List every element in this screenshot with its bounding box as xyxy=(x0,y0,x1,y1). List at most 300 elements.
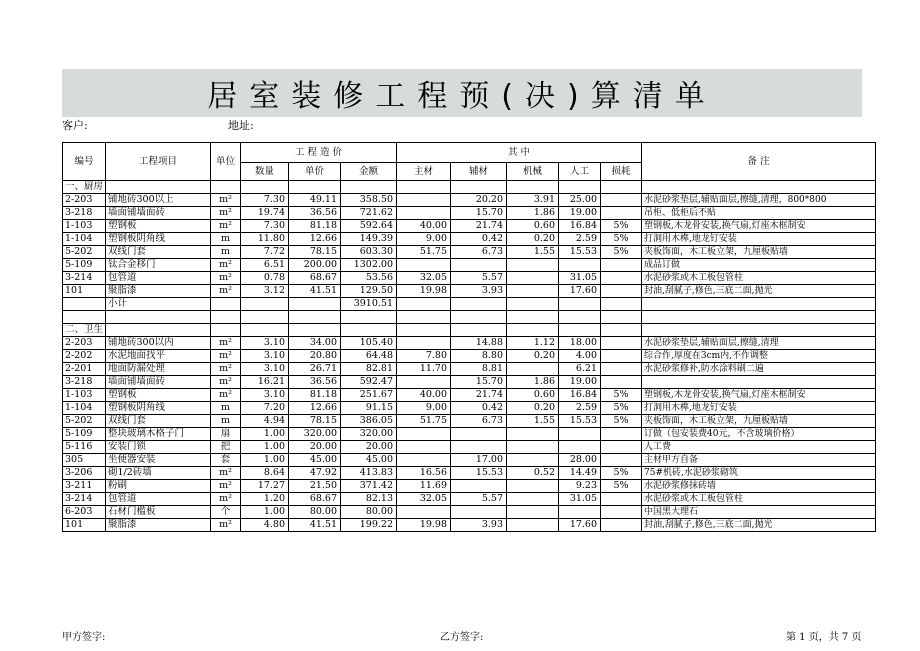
cell-labor: 2.59 xyxy=(559,402,601,415)
cell-code: 3-211 xyxy=(63,480,106,493)
cell-aux: 21.74 xyxy=(451,220,507,233)
cell-item: 聚脂漆 xyxy=(106,285,211,298)
cell-code: 2-203 xyxy=(63,337,106,350)
cell-material: 11.69 xyxy=(397,480,451,493)
table-row xyxy=(63,506,876,519)
cell-price: 78.15 xyxy=(289,415,341,428)
cell-unit: 把 xyxy=(211,441,241,454)
cell-loss xyxy=(601,493,642,506)
cell-amount: 320.00 xyxy=(341,428,397,441)
cell-note: 封油,刮腻子,修色,三底二面,抛光 xyxy=(642,285,876,298)
cell-item: 墙面铺墙面砖 xyxy=(106,376,211,389)
cell-unit xyxy=(211,298,241,311)
cell-qty: 1.20 xyxy=(241,493,289,506)
cell-qty: 1.00 xyxy=(241,441,289,454)
cell-unit xyxy=(211,311,241,324)
cell-note: 75#机砖,水泥砂浆砌筑 xyxy=(642,467,876,480)
cell-machine: 1.12 xyxy=(507,337,559,350)
cell-price: 34.00 xyxy=(289,337,341,350)
cell-aux xyxy=(451,181,507,194)
col-code: 编号 xyxy=(63,143,106,181)
cell-unit: m² xyxy=(211,350,241,363)
cell-note: 水泥砂浆或木工板包管柱 xyxy=(642,493,876,506)
cell-aux: 3.93 xyxy=(451,519,507,532)
cell-loss: 5% xyxy=(601,402,642,415)
cell-code: 二、卫生 xyxy=(63,324,106,337)
cell-note xyxy=(642,376,876,389)
cell-price: 12.66 xyxy=(289,402,341,415)
table-row xyxy=(63,194,876,207)
cell-machine xyxy=(507,441,559,454)
cell-qty: 3.10 xyxy=(241,389,289,402)
cell-qty: 3.10 xyxy=(241,350,289,363)
cell-qty: 4.94 xyxy=(241,415,289,428)
cell-labor: 15.53 xyxy=(559,415,601,428)
cell-code: 5-109 xyxy=(63,259,106,272)
cell-amount: 592.47 xyxy=(341,376,397,389)
cell-material xyxy=(397,506,451,519)
cell-aux xyxy=(451,324,507,337)
table-row xyxy=(63,272,876,285)
cell-price: 47.92 xyxy=(289,467,341,480)
cell-qty: 8.64 xyxy=(241,467,289,480)
cell-code: 2-202 xyxy=(63,350,106,363)
cell-amount: 386.05 xyxy=(341,415,397,428)
cell-material: 19.98 xyxy=(397,285,451,298)
cell-material xyxy=(397,207,451,220)
cell-material xyxy=(397,298,451,311)
cell-note xyxy=(642,298,876,311)
cell-item: 粉刷 xyxy=(106,480,211,493)
col-item: 工程项目 xyxy=(106,143,211,181)
cell-qty: 19.74 xyxy=(241,207,289,220)
cell-loss xyxy=(601,259,642,272)
cell-loss: 5% xyxy=(601,233,642,246)
cell-code: 3-206 xyxy=(63,467,106,480)
cell-labor: 9.23 xyxy=(559,480,601,493)
cell-labor: 6.21 xyxy=(559,363,601,376)
cell-unit: m² xyxy=(211,467,241,480)
cell-labor xyxy=(559,311,601,324)
table-row xyxy=(63,285,876,298)
cell-item xyxy=(106,181,211,194)
title-banner xyxy=(62,69,862,117)
cell-code: 2-203 xyxy=(63,194,106,207)
cell-price xyxy=(289,181,341,194)
cell-amount: 64.48 xyxy=(341,350,397,363)
cell-labor: 19.00 xyxy=(559,376,601,389)
cell-price: 20.00 xyxy=(289,441,341,454)
cell-note: 夹板饰面，木工板立架，九厘板贴墙 xyxy=(642,246,876,259)
cell-loss xyxy=(601,207,642,220)
cell-unit: m² xyxy=(211,480,241,493)
cell-material xyxy=(397,428,451,441)
cell-note: 主材甲方自备 xyxy=(642,454,876,467)
cell-labor: 31.05 xyxy=(559,493,601,506)
cell-labor: 15.53 xyxy=(559,246,601,259)
cell-loss: 5% xyxy=(601,480,642,493)
cell-code: 5-116 xyxy=(63,441,106,454)
cell-labor: 18.00 xyxy=(559,337,601,350)
cell-loss: 5% xyxy=(601,467,642,480)
cell-unit: m² xyxy=(211,220,241,233)
cell-material: 9.00 xyxy=(397,233,451,246)
cell-machine xyxy=(507,493,559,506)
cell-item: 整块玻璃木格子门 xyxy=(106,428,211,441)
cell-labor: 14.49 xyxy=(559,467,601,480)
cell-note: 打洞用木榫,地龙钉安装 xyxy=(642,233,876,246)
cell-qty: 1.00 xyxy=(241,506,289,519)
cell-unit xyxy=(211,324,241,337)
cell-code: 3-214 xyxy=(63,493,106,506)
cell-note: 水泥砂浆修补,防水涂料刷二遍 xyxy=(642,363,876,376)
table-row xyxy=(63,337,876,350)
cell-unit: m² xyxy=(211,376,241,389)
cell-loss xyxy=(601,272,642,285)
cell-qty: 3.12 xyxy=(241,285,289,298)
cell-code: 3-214 xyxy=(63,272,106,285)
cell-material xyxy=(397,181,451,194)
cell-machine xyxy=(507,272,559,285)
col-among-group: 其 中 xyxy=(397,143,642,163)
cell-material xyxy=(397,376,451,389)
cell-note: 中国黑大理石 xyxy=(642,506,876,519)
cell-code: 305 xyxy=(63,454,106,467)
cell-amount xyxy=(341,181,397,194)
cell-item: 包管道 xyxy=(106,493,211,506)
cell-qty: 1.00 xyxy=(241,454,289,467)
cell-price: 80.00 xyxy=(289,506,341,519)
table-row xyxy=(63,402,876,415)
table-row xyxy=(63,350,876,363)
cell-qty: 0.78 xyxy=(241,272,289,285)
table-row xyxy=(63,467,876,480)
cell-price xyxy=(289,311,341,324)
cell-code xyxy=(63,311,106,324)
cell-amount: 358.50 xyxy=(341,194,397,207)
table-row xyxy=(63,415,876,428)
cell-note: 水泥砂浆垫层,辅贴面层,擦缝,清理 xyxy=(642,337,876,350)
cell-material: 40.00 xyxy=(397,220,451,233)
cell-code xyxy=(63,298,106,311)
cell-material xyxy=(397,441,451,454)
cell-price: 12.66 xyxy=(289,233,341,246)
cell-material xyxy=(397,337,451,350)
cell-unit: m² xyxy=(211,207,241,220)
cell-aux: 15.70 xyxy=(451,207,507,220)
cell-price: 36.56 xyxy=(289,376,341,389)
cell-loss xyxy=(601,519,642,532)
cell-unit: m² xyxy=(211,337,241,350)
col-unit: 单位 xyxy=(211,143,241,181)
cell-machine: 1.86 xyxy=(507,376,559,389)
cell-item: 坐便器安装 xyxy=(106,454,211,467)
cell-item: 墙面铺墙面砖 xyxy=(106,207,211,220)
cell-item: 双线门套 xyxy=(106,246,211,259)
cell-price: 26.71 xyxy=(289,363,341,376)
cell-loss xyxy=(601,181,642,194)
table-row xyxy=(63,428,876,441)
cell-amount: 3910.51 xyxy=(341,298,397,311)
cell-machine: 1.86 xyxy=(507,207,559,220)
cell-aux: 14.88 xyxy=(451,337,507,350)
cell-price: 68.67 xyxy=(289,272,341,285)
table-row xyxy=(63,233,876,246)
cell-material: 7.80 xyxy=(397,350,451,363)
cell-labor xyxy=(559,181,601,194)
cell-price xyxy=(289,324,341,337)
table-row xyxy=(63,519,876,532)
cell-aux: 20.20 xyxy=(451,194,507,207)
cell-machine xyxy=(507,324,559,337)
cell-machine xyxy=(507,519,559,532)
cell-note: 塑钢板,木龙骨安装,换气扇,灯座木框制安 xyxy=(642,389,876,402)
table-row xyxy=(63,389,876,402)
cell-qty xyxy=(241,181,289,194)
cell-price: 49.11 xyxy=(289,194,341,207)
cell-note xyxy=(642,181,876,194)
cell-price: 20.80 xyxy=(289,350,341,363)
cell-item: 钛合金移门 xyxy=(106,259,211,272)
cell-qty xyxy=(241,311,289,324)
cell-loss xyxy=(601,441,642,454)
col-aux: 辅材 xyxy=(451,163,507,181)
cell-price: 320.00 xyxy=(289,428,341,441)
customer-label: 客户: xyxy=(62,119,88,132)
col-qty: 数量 xyxy=(241,163,289,181)
cell-code: 6-203 xyxy=(63,506,106,519)
cell-machine xyxy=(507,480,559,493)
cell-item: 塑钢板阴角线 xyxy=(106,402,211,415)
cell-price: 68.67 xyxy=(289,493,341,506)
cell-machine xyxy=(507,363,559,376)
cell-amount: 251.67 xyxy=(341,389,397,402)
cell-material xyxy=(397,311,451,324)
cell-labor: 31.05 xyxy=(559,272,601,285)
cell-amount: 371.42 xyxy=(341,480,397,493)
cell-material xyxy=(397,259,451,272)
cell-price: 81.18 xyxy=(289,220,341,233)
cell-item: 双线门套 xyxy=(106,415,211,428)
table-row xyxy=(63,493,876,506)
cell-price: 36.56 xyxy=(289,207,341,220)
cell-labor: 16.84 xyxy=(559,220,601,233)
cell-note xyxy=(642,311,876,324)
cell-aux xyxy=(451,506,507,519)
cell-aux xyxy=(451,428,507,441)
cell-note: 综合作,厚度在3cm内,不作调整 xyxy=(642,350,876,363)
cell-qty: 4.80 xyxy=(241,519,289,532)
cell-amount xyxy=(341,324,397,337)
cell-price: 81.18 xyxy=(289,389,341,402)
cell-material: 16.56 xyxy=(397,467,451,480)
cell-aux: 5.57 xyxy=(451,272,507,285)
cell-material: 32.05 xyxy=(397,493,451,506)
table-row xyxy=(63,220,876,233)
cell-item: 石材门槛板 xyxy=(106,506,211,519)
table-row xyxy=(63,454,876,467)
cell-amount: 53.56 xyxy=(341,272,397,285)
cell-machine: 0.20 xyxy=(507,350,559,363)
table-row xyxy=(63,324,876,337)
cell-qty: 7.30 xyxy=(241,194,289,207)
cell-item: 塑钢板 xyxy=(106,389,211,402)
cell-price: 45.00 xyxy=(289,454,341,467)
cell-code: 1-103 xyxy=(63,389,106,402)
cell-item: 水泥地面找平 xyxy=(106,350,211,363)
cell-unit: m² xyxy=(211,363,241,376)
cell-code: 2-201 xyxy=(63,363,106,376)
cell-labor xyxy=(559,428,601,441)
cell-code: 5-202 xyxy=(63,246,106,259)
cell-note: 吊柜、低柜后不贴 xyxy=(642,207,876,220)
cell-aux: 17.00 xyxy=(451,454,507,467)
cell-material xyxy=(397,454,451,467)
cell-loss: 5% xyxy=(601,415,642,428)
cell-qty: 11.80 xyxy=(241,233,289,246)
cell-labor: 25.00 xyxy=(559,194,601,207)
cell-loss xyxy=(601,324,642,337)
cell-code: 1-104 xyxy=(63,233,106,246)
cell-unit: 扇 xyxy=(211,428,241,441)
cell-item: 铺地砖300以内 xyxy=(106,337,211,350)
cell-machine xyxy=(507,454,559,467)
cell-loss xyxy=(601,311,642,324)
cell-amount: 20.00 xyxy=(341,441,397,454)
cell-loss xyxy=(601,285,642,298)
cell-amount: 592.64 xyxy=(341,220,397,233)
cell-loss xyxy=(601,506,642,519)
cell-loss xyxy=(601,428,642,441)
cell-machine xyxy=(507,298,559,311)
cell-unit: m² xyxy=(211,272,241,285)
party-b-signature: 乙方签字: xyxy=(440,632,484,643)
cell-qty: 16.21 xyxy=(241,376,289,389)
cell-loss: 5% xyxy=(601,389,642,402)
cell-item: 铺地砖300以上 xyxy=(106,194,211,207)
cell-material: 9.00 xyxy=(397,402,451,415)
cell-qty: 6.51 xyxy=(241,259,289,272)
cell-note: 封油,刮腻子,修色,三底二面,抛光 xyxy=(642,519,876,532)
cell-qty: 3.10 xyxy=(241,337,289,350)
cell-qty xyxy=(241,324,289,337)
page-indicator: 第 1 页，共 7 页 xyxy=(786,632,862,643)
cell-unit: m² xyxy=(211,285,241,298)
table-row xyxy=(63,480,876,493)
cell-code: 1-104 xyxy=(63,402,106,415)
cell-machine: 0.20 xyxy=(507,233,559,246)
col-amount: 金额 xyxy=(341,163,397,181)
cell-amount: 91.15 xyxy=(341,402,397,415)
cell-loss xyxy=(601,194,642,207)
cell-material xyxy=(397,194,451,207)
cell-unit: m xyxy=(211,415,241,428)
cell-aux: 15.53 xyxy=(451,467,507,480)
cell-labor: 16.84 xyxy=(559,389,601,402)
col-note: 备 注 xyxy=(642,143,876,181)
cell-aux xyxy=(451,311,507,324)
cell-machine xyxy=(507,259,559,272)
cell-qty: 7.20 xyxy=(241,402,289,415)
cell-qty xyxy=(241,298,289,311)
cell-amount: 1302.00 xyxy=(341,259,397,272)
cell-machine: 0.60 xyxy=(507,220,559,233)
cell-unit: 个 xyxy=(211,506,241,519)
cell-price xyxy=(289,298,341,311)
cell-amount: 129.50 xyxy=(341,285,397,298)
cell-unit: m² xyxy=(211,194,241,207)
cell-amount: 413.83 xyxy=(341,467,397,480)
cell-note: 人工费 xyxy=(642,441,876,454)
cell-unit xyxy=(211,181,241,194)
cell-item: 包管道 xyxy=(106,272,211,285)
cell-amount: 199.22 xyxy=(341,519,397,532)
cell-aux: 5.57 xyxy=(451,493,507,506)
cell-price: 21.50 xyxy=(289,480,341,493)
cell-note xyxy=(642,324,876,337)
cell-note: 水泥砂浆垫层,辅贴面层,擦缝,清理，800*800 xyxy=(642,194,876,207)
cell-loss xyxy=(601,454,642,467)
cell-aux xyxy=(451,298,507,311)
cell-loss xyxy=(601,350,642,363)
cell-unit: m² xyxy=(211,519,241,532)
cell-unit: m² xyxy=(211,493,241,506)
cell-item: 地面防漏处理 xyxy=(106,363,211,376)
col-machine: 机械 xyxy=(507,163,559,181)
cell-code: 101 xyxy=(63,519,106,532)
cell-material: 11.70 xyxy=(397,363,451,376)
cell-machine: 0.20 xyxy=(507,402,559,415)
table-row xyxy=(63,181,876,194)
cell-loss xyxy=(601,298,642,311)
cell-item xyxy=(106,324,211,337)
cell-code: 101 xyxy=(63,285,106,298)
cell-material: 51.75 xyxy=(397,415,451,428)
cell-aux: 8.81 xyxy=(451,363,507,376)
cell-labor xyxy=(559,298,601,311)
cell-item: 砌1/2砖墙 xyxy=(106,467,211,480)
cell-qty: 7.30 xyxy=(241,220,289,233)
cell-amount: 80.00 xyxy=(341,506,397,519)
col-cost-group: 工 程 造 价 xyxy=(241,143,397,163)
table-row xyxy=(63,207,876,220)
cell-loss xyxy=(601,363,642,376)
cell-note: 订做（包安装费40元，不含玻璃价格） xyxy=(642,428,876,441)
cell-machine xyxy=(507,311,559,324)
cell-machine: 1.55 xyxy=(507,415,559,428)
cell-machine xyxy=(507,428,559,441)
cell-qty: 7.72 xyxy=(241,246,289,259)
cell-amount: 603.30 xyxy=(341,246,397,259)
cell-aux: 3.93 xyxy=(451,285,507,298)
cell-labor xyxy=(559,506,601,519)
cell-loss xyxy=(601,337,642,350)
cell-code: 一、厨房 xyxy=(63,181,106,194)
cell-loss: 5% xyxy=(601,220,642,233)
cell-code: 5-202 xyxy=(63,415,106,428)
cell-price: 41.51 xyxy=(289,285,341,298)
cell-machine: 0.60 xyxy=(507,389,559,402)
cell-code: 3-218 xyxy=(63,376,106,389)
cell-aux xyxy=(451,480,507,493)
cell-item: 小计 xyxy=(106,298,211,311)
cell-machine: 0.52 xyxy=(507,467,559,480)
party-a-signature: 甲方签字: xyxy=(62,632,106,643)
cell-code: 1-103 xyxy=(63,220,106,233)
table-row xyxy=(63,441,876,454)
cell-item: 塑钢板阴角线 xyxy=(106,233,211,246)
cell-item: 聚脂漆 xyxy=(106,519,211,532)
